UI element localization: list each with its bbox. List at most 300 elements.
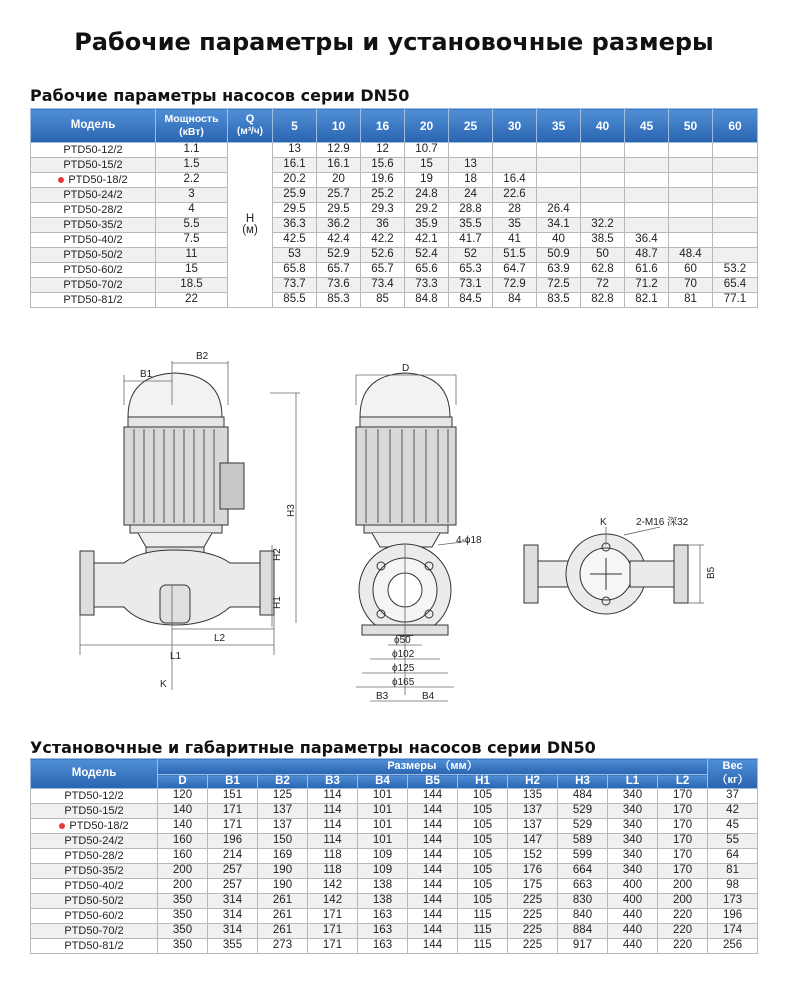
dimension-value-cell: 64 xyxy=(708,849,758,864)
column-header-flow-5: 5 xyxy=(273,109,317,143)
model-cell xyxy=(31,218,156,233)
column-header-flow-60: 60 xyxy=(713,109,758,143)
dimension-value-cell: 196 xyxy=(708,909,758,924)
dimension-value-cell: 350 xyxy=(158,909,208,924)
head-value-cell xyxy=(669,203,713,218)
head-value-cell: 65.7 xyxy=(361,263,405,278)
dimension-value-cell: 261 xyxy=(258,924,308,939)
dimension-value-cell: 273 xyxy=(258,939,308,954)
dimension-value-cell: 144 xyxy=(408,819,458,834)
table-row xyxy=(31,173,758,188)
model-name: PTD50-28/2 xyxy=(63,203,123,216)
head-value-cell: 16.1 xyxy=(317,158,361,173)
head-value-cell: 10.7 xyxy=(405,143,449,158)
head-value-cell: 81 xyxy=(669,293,713,308)
dimension-value-cell: 190 xyxy=(258,864,308,879)
head-value-cell xyxy=(537,188,581,203)
head-value-cell: 16.1 xyxy=(273,158,317,173)
dimension-value-cell: 144 xyxy=(408,864,458,879)
model-cell xyxy=(31,158,156,173)
head-value-cell: 82.1 xyxy=(625,293,669,308)
table-row xyxy=(31,233,758,248)
dimension-value-cell: 163 xyxy=(358,909,408,924)
dimension-value-cell: 200 xyxy=(158,879,208,894)
model-cell xyxy=(31,864,158,879)
dimension-value-cell: 160 xyxy=(158,834,208,849)
dimension-value-cell: 400 xyxy=(608,879,658,894)
dimension-value-cell: 340 xyxy=(608,789,658,804)
head-value-cell: 50 xyxy=(581,248,625,263)
dimension-value-cell: 350 xyxy=(158,924,208,939)
head-value-cell: 42.4 xyxy=(317,233,361,248)
head-value-cell: 26.4 xyxy=(537,203,581,218)
column-header-d: D xyxy=(158,775,208,789)
head-value-cell xyxy=(625,203,669,218)
q-header-unit: (м³/ч) xyxy=(237,126,263,138)
dimension-value-cell: 589 xyxy=(558,834,608,849)
head-value-cell xyxy=(493,158,537,173)
power-cell: 5.5 xyxy=(156,218,228,233)
table-row xyxy=(31,879,758,894)
dimension-value-cell: 261 xyxy=(258,909,308,924)
head-value-cell xyxy=(669,158,713,173)
model-name: PTD50-28/2 xyxy=(64,849,124,862)
head-value-cell xyxy=(713,248,758,263)
dimension-value-cell: 171 xyxy=(308,909,358,924)
dimension-value-cell: 144 xyxy=(408,894,458,909)
model-cell xyxy=(31,263,156,278)
dimension-value-cell: 114 xyxy=(308,789,358,804)
column-header-flow-10: 10 xyxy=(317,109,361,143)
head-value-cell: 18 xyxy=(449,173,493,188)
head-value-cell: 61.6 xyxy=(625,263,669,278)
head-value-cell: 73.3 xyxy=(405,278,449,293)
head-value-cell: 65.3 xyxy=(449,263,493,278)
model-cell xyxy=(31,789,158,804)
model-cell xyxy=(31,203,156,218)
dimension-value-cell: 144 xyxy=(408,834,458,849)
head-value-cell xyxy=(537,173,581,188)
head-value-cell: 19 xyxy=(405,173,449,188)
model-name: PTD50-60/2 xyxy=(63,263,123,276)
dimension-value-cell: 190 xyxy=(258,879,308,894)
table-row xyxy=(31,188,758,203)
power-cell: 11 xyxy=(156,248,228,263)
dimension-value-cell: 138 xyxy=(358,894,408,909)
table-row xyxy=(31,158,758,173)
head-value-cell xyxy=(713,158,758,173)
dimension-value-cell: 118 xyxy=(308,849,358,864)
dim-label-d: D xyxy=(402,363,410,374)
dim-label-b1: B1 xyxy=(140,369,153,380)
dimension-value-cell: 101 xyxy=(358,834,408,849)
dim-label-holes: 4-ϕ18 xyxy=(456,535,482,546)
column-header-flow-50: 50 xyxy=(669,109,713,143)
model-name: PTD50-50/2 xyxy=(63,248,123,261)
table-row xyxy=(31,894,758,909)
head-value-cell xyxy=(581,158,625,173)
dimension-value-cell: 171 xyxy=(208,804,258,819)
dimension-value-cell: 169 xyxy=(258,849,308,864)
dimension-value-cell: 175 xyxy=(508,879,558,894)
head-value-cell: 29.3 xyxy=(361,203,405,218)
dimension-value-cell: 529 xyxy=(558,804,608,819)
dim-label-b3: B3 xyxy=(376,691,389,702)
dimensions-table xyxy=(30,758,758,954)
power-cell: 1.1 xyxy=(156,143,228,158)
model-name: PTD50-40/2 xyxy=(64,879,124,892)
dimension-value-cell: 140 xyxy=(158,819,208,834)
power-header-text: Мощность (кВт) xyxy=(164,113,219,138)
dimension-value-cell: 109 xyxy=(358,864,408,879)
head-value-cell: 12.9 xyxy=(317,143,361,158)
model-cell xyxy=(31,248,156,263)
head-value-cell: 41.7 xyxy=(449,233,493,248)
dimension-value-cell: 171 xyxy=(208,819,258,834)
head-value-cell xyxy=(537,143,581,158)
head-value-cell: 25.9 xyxy=(273,188,317,203)
dim-label-l1: L1 xyxy=(170,651,182,662)
dim-label-d102: ϕ102 xyxy=(392,649,415,660)
dimension-value-cell: 144 xyxy=(408,924,458,939)
dimension-value-cell: 170 xyxy=(658,864,708,879)
dimension-value-cell: 256 xyxy=(708,939,758,954)
dim-label-d50: ϕ50 xyxy=(394,635,411,646)
dimension-value-cell: 115 xyxy=(458,924,508,939)
dimension-value-cell: 200 xyxy=(158,864,208,879)
model-name: PTD50-24/2 xyxy=(64,834,124,847)
head-value-cell xyxy=(669,173,713,188)
dimension-value-cell: 101 xyxy=(358,804,408,819)
head-value-cell: 48.4 xyxy=(669,248,713,263)
head-value-cell xyxy=(713,218,758,233)
head-value-cell: 72.9 xyxy=(493,278,537,293)
dimension-value-cell: 220 xyxy=(658,909,708,924)
column-header-q xyxy=(228,109,273,143)
table-row xyxy=(31,804,758,819)
dimension-value-cell: 350 xyxy=(158,894,208,909)
dimension-value-cell: 147 xyxy=(508,834,558,849)
model-cell xyxy=(31,804,158,819)
head-value-cell xyxy=(669,188,713,203)
pump-top-view xyxy=(524,527,704,614)
column-header-b4: B4 xyxy=(358,775,408,789)
head-value-cell xyxy=(581,143,625,158)
head-value-cell: 34.1 xyxy=(537,218,581,233)
model-name: PTD50-50/2 xyxy=(64,894,124,907)
dimension-value-cell: 170 xyxy=(658,834,708,849)
head-value-cell: 84.5 xyxy=(449,293,493,308)
dimension-value-cell: 484 xyxy=(558,789,608,804)
model-cell xyxy=(31,293,156,308)
model-name: PTD50-70/2 xyxy=(63,278,123,291)
model-name: PTD50-12/2 xyxy=(63,143,123,156)
dimension-value-cell: 220 xyxy=(658,939,708,954)
q-header-symbol: Q xyxy=(245,113,255,126)
head-value-cell: 24.8 xyxy=(405,188,449,203)
dimension-value-cell: 884 xyxy=(558,924,608,939)
head-value-cell: 16.4 xyxy=(493,173,537,188)
table-row xyxy=(31,248,758,263)
head-value-cell: 42.2 xyxy=(361,233,405,248)
head-value-cell: 62.8 xyxy=(581,263,625,278)
dim-label-h2: H2 xyxy=(272,548,283,561)
dimension-value-cell: 350 xyxy=(158,939,208,954)
dim-label-bolts: 2-M16 深32 xyxy=(636,517,689,528)
table-row xyxy=(31,278,758,293)
power-cell: 7.5 xyxy=(156,233,228,248)
column-header-b5: B5 xyxy=(408,775,458,789)
column-header-flow-16: 16 xyxy=(361,109,405,143)
head-value-cell: 52 xyxy=(449,248,493,263)
pump-front-view xyxy=(80,361,300,690)
dimension-value-cell: 114 xyxy=(308,804,358,819)
head-value-cell xyxy=(625,188,669,203)
dimension-value-cell: 314 xyxy=(208,894,258,909)
table-row xyxy=(31,263,758,278)
model-cell xyxy=(31,879,158,894)
dimension-value-cell: 200 xyxy=(658,894,708,909)
head-value-cell: 36.4 xyxy=(625,233,669,248)
model-cell xyxy=(31,834,158,849)
head-value-cell: 35.5 xyxy=(449,218,493,233)
dimension-value-cell: 225 xyxy=(508,939,558,954)
model-cell xyxy=(31,909,158,924)
dimension-value-cell: 42 xyxy=(708,804,758,819)
head-value-cell: 85.5 xyxy=(273,293,317,308)
dimension-value-cell: 105 xyxy=(458,879,508,894)
head-value-cell: 70 xyxy=(669,278,713,293)
model-cell xyxy=(31,188,156,203)
dimension-value-cell: 105 xyxy=(458,849,508,864)
model-name: PTD50-18/2 xyxy=(69,819,129,832)
column-header-b2: B2 xyxy=(258,775,308,789)
model-name: PTD50-18/2 xyxy=(68,173,128,186)
head-value-cell: 35.9 xyxy=(405,218,449,233)
dimension-value-cell: 163 xyxy=(358,939,408,954)
column-header-model: Модель xyxy=(31,109,156,143)
column-header-h3: H3 xyxy=(558,775,608,789)
model-name: PTD50-81/2 xyxy=(63,293,123,306)
head-value-cell: 36 xyxy=(361,218,405,233)
dimension-value-cell: 144 xyxy=(408,849,458,864)
dimension-value-cell: 440 xyxy=(608,939,658,954)
head-value-cell: 36.2 xyxy=(317,218,361,233)
table-row xyxy=(31,819,758,834)
dimension-value-cell: 225 xyxy=(508,924,558,939)
power-cell: 22 xyxy=(156,293,228,308)
head-value-cell xyxy=(625,218,669,233)
head-value-cell: 82.8 xyxy=(581,293,625,308)
dimension-value-cell: 163 xyxy=(358,924,408,939)
column-header-model: Модель xyxy=(31,759,158,789)
head-value-cell xyxy=(625,143,669,158)
dimension-value-cell: 599 xyxy=(558,849,608,864)
head-value-cell: 65.4 xyxy=(713,278,758,293)
head-value-cell xyxy=(713,203,758,218)
head-value-cell: 85 xyxy=(361,293,405,308)
column-header-flow-30: 30 xyxy=(493,109,537,143)
head-value-cell: 48.7 xyxy=(625,248,669,263)
head-value-cell: 72.5 xyxy=(537,278,581,293)
dimension-value-cell: 81 xyxy=(708,864,758,879)
dimension-value-cell: 37 xyxy=(708,789,758,804)
dim-label-b4: B4 xyxy=(422,691,435,702)
dimension-value-cell: 105 xyxy=(458,804,508,819)
head-value-cell: 65.6 xyxy=(405,263,449,278)
dim-label-d165: ϕ165 xyxy=(392,677,415,688)
dimension-value-cell: 225 xyxy=(508,894,558,909)
dimension-value-cell: 135 xyxy=(508,789,558,804)
head-value-cell: 41 xyxy=(493,233,537,248)
model-cell xyxy=(31,819,158,834)
head-value-cell xyxy=(713,233,758,248)
column-header-power xyxy=(156,109,228,143)
dim-label-d125: ϕ125 xyxy=(392,663,415,674)
column-header-flow-40: 40 xyxy=(581,109,625,143)
head-value-cell xyxy=(669,143,713,158)
model-name: PTD50-70/2 xyxy=(64,924,124,937)
model-cell xyxy=(31,924,158,939)
power-cell: 3 xyxy=(156,188,228,203)
head-value-cell xyxy=(493,143,537,158)
column-header-b1: B1 xyxy=(208,775,258,789)
head-value-cell xyxy=(669,218,713,233)
head-value-cell: 52.9 xyxy=(317,248,361,263)
table-row xyxy=(31,909,758,924)
head-value-cell: 15.6 xyxy=(361,158,405,173)
dimension-value-cell: 160 xyxy=(158,849,208,864)
dimension-value-cell: 200 xyxy=(658,879,708,894)
dimension-value-cell: 174 xyxy=(708,924,758,939)
dimension-value-cell: 114 xyxy=(308,834,358,849)
dimension-value-cell: 340 xyxy=(608,804,658,819)
dimension-value-cell: 118 xyxy=(308,864,358,879)
dimension-value-cell: 214 xyxy=(208,849,258,864)
head-value-cell: 25.2 xyxy=(361,188,405,203)
head-value-cell: 36.3 xyxy=(273,218,317,233)
selected-marker-icon xyxy=(59,823,65,829)
head-value-cell: 15 xyxy=(405,158,449,173)
dimension-value-cell: 101 xyxy=(358,789,408,804)
head-value-cell: 24 xyxy=(449,188,493,203)
dimension-value-cell: 115 xyxy=(458,909,508,924)
dimension-value-cell: 105 xyxy=(458,819,508,834)
dimension-value-cell: 114 xyxy=(308,819,358,834)
power-cell: 1.5 xyxy=(156,158,228,173)
dim-label-h1: H1 xyxy=(272,596,283,609)
dimension-value-cell: 137 xyxy=(258,804,308,819)
head-value-cell xyxy=(581,173,625,188)
model-name: PTD50-15/2 xyxy=(63,158,123,171)
dimension-value-cell: 151 xyxy=(208,789,258,804)
head-value-cell: 51.5 xyxy=(493,248,537,263)
weight-header-unit: （кг） xyxy=(716,773,749,786)
dimension-value-cell: 314 xyxy=(208,909,258,924)
column-header-flow-25: 25 xyxy=(449,109,493,143)
dimension-value-cell: 340 xyxy=(608,819,658,834)
head-value-cell xyxy=(625,173,669,188)
table-row xyxy=(31,939,758,954)
column-header-l2: L2 xyxy=(658,775,708,789)
table-row xyxy=(31,218,758,233)
table-row xyxy=(31,789,758,804)
dim-label-k-top: K xyxy=(600,517,607,528)
dimension-value-cell: 105 xyxy=(458,789,508,804)
head-value-cell: 53 xyxy=(273,248,317,263)
head-value-cell: 38.5 xyxy=(581,233,625,248)
dim-label-b5: B5 xyxy=(706,566,717,579)
head-value-cell xyxy=(669,233,713,248)
dimension-value-cell: 917 xyxy=(558,939,608,954)
head-value-cell: 84.8 xyxy=(405,293,449,308)
dimension-value-cell: 170 xyxy=(658,789,708,804)
dimension-value-cell: 105 xyxy=(458,834,508,849)
head-value-cell: 65.8 xyxy=(273,263,317,278)
column-header-sizes: Размеры （мм） xyxy=(158,759,708,775)
dimension-value-cell: 138 xyxy=(358,879,408,894)
performance-table-title: Рабочие параметры насосов серии DN50 xyxy=(30,86,410,105)
dimension-value-cell: 144 xyxy=(408,939,458,954)
selected-marker-icon xyxy=(58,177,64,183)
head-value-cell: 40 xyxy=(537,233,581,248)
dimension-value-cell: 152 xyxy=(508,849,558,864)
head-value-cell: 28.8 xyxy=(449,203,493,218)
table-row xyxy=(31,143,758,158)
head-value-cell: 42.5 xyxy=(273,233,317,248)
dimension-value-cell: 105 xyxy=(458,894,508,909)
dimension-value-cell: 170 xyxy=(658,849,708,864)
dimension-value-cell: 142 xyxy=(308,879,358,894)
dimension-value-cell: 340 xyxy=(608,834,658,849)
head-value-cell: 73.7 xyxy=(273,278,317,293)
model-name: PTD50-81/2 xyxy=(64,939,124,952)
dimension-value-cell: 137 xyxy=(508,804,558,819)
head-value-cell: 72 xyxy=(581,278,625,293)
head-value-cell: 12 xyxy=(361,143,405,158)
table-row xyxy=(31,849,758,864)
column-header-l1: L1 xyxy=(608,775,658,789)
table-row xyxy=(31,864,758,879)
dim-label-h3: H3 xyxy=(286,504,297,517)
head-value-cell xyxy=(713,188,758,203)
column-header-flow-35: 35 xyxy=(537,109,581,143)
head-value-cell: 65.7 xyxy=(317,263,361,278)
model-name: PTD50-40/2 xyxy=(63,233,123,246)
head-value-cell: 13 xyxy=(273,143,317,158)
dimension-value-cell: 173 xyxy=(708,894,758,909)
dim-label-k-front: K xyxy=(160,679,167,690)
model-name: PTD50-60/2 xyxy=(64,909,124,922)
head-value-cell: 73.1 xyxy=(449,278,493,293)
dimension-value-cell: 257 xyxy=(208,864,258,879)
head-value-cell: 25.7 xyxy=(317,188,361,203)
dim-label-b2: B2 xyxy=(196,351,209,362)
head-value-cell: 77.1 xyxy=(713,293,758,308)
head-value-cell xyxy=(449,143,493,158)
dimension-value-cell: 125 xyxy=(258,789,308,804)
dimension-value-cell: 196 xyxy=(208,834,258,849)
dimension-value-cell: 170 xyxy=(658,804,708,819)
dimension-value-cell: 101 xyxy=(358,819,408,834)
head-unit: (м) xyxy=(242,224,258,236)
power-cell: 4 xyxy=(156,203,228,218)
dimension-value-cell: 142 xyxy=(308,894,358,909)
table-row xyxy=(31,924,758,939)
dimension-value-cell: 105 xyxy=(458,864,508,879)
head-value-cell: 60 xyxy=(669,263,713,278)
power-cell: 15 xyxy=(156,263,228,278)
